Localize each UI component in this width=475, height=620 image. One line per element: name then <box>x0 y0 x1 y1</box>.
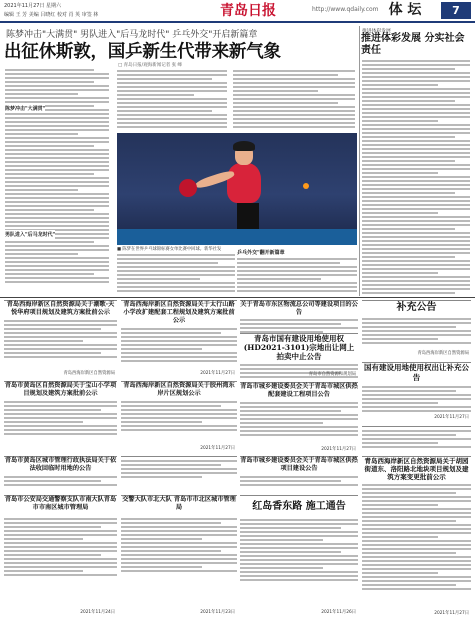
notice-7-title: 青岛市城乡建设委员会关于青岛市城区供热配套建设工程项目公告 <box>240 383 358 398</box>
dateline: 2021年11月27日 星期六 <box>4 3 62 9</box>
notice-4-text <box>362 318 471 344</box>
notice-7[interactable] <box>240 382 358 454</box>
notice-1[interactable] <box>4 300 117 378</box>
side-story-text <box>362 60 470 296</box>
notice-9b-title: 青岛市城乡建设委员会关于青岛市城区供热项目建设公告 <box>240 457 358 472</box>
notice-9b[interactable] <box>240 456 358 492</box>
website-url[interactable]: http://www.qdaily.com <box>312 6 379 13</box>
player-jersey <box>227 163 261 203</box>
story-byline: □ 青岛日报/观海新闻记者 张 峰 <box>118 63 183 68</box>
notice-12-text <box>4 518 117 576</box>
notice-13[interactable] <box>121 495 237 617</box>
notice-2-text <box>121 328 237 362</box>
notice-5[interactable] <box>362 362 471 422</box>
notice-8[interactable] <box>4 381 117 453</box>
notice-15-signature: 2021年11月27日 <box>434 611 469 616</box>
notice-12-top[interactable] <box>121 456 237 492</box>
notice-13-text <box>121 518 237 572</box>
notice-1-signature: 青岛西海岸新区自然资源局 <box>63 371 115 376</box>
notice-14[interactable] <box>240 495 358 617</box>
notice-6-signature: 青岛市自然资源和规划局 <box>308 372 356 377</box>
notice-15[interactable] <box>362 456 471 618</box>
notice-5-title: 国有建设用地使用权出让补充公告 <box>364 363 469 382</box>
notice-10-text <box>121 401 237 431</box>
notice-12[interactable] <box>4 495 117 617</box>
header-rule <box>0 21 475 23</box>
notice-3[interactable] <box>240 300 358 330</box>
notice-4-signature: 青岛西海岸新区自然资源局 <box>417 351 469 356</box>
notice-10-signature: 2021年11月27日 <box>200 446 235 451</box>
table-tennis-photo[interactable] <box>117 133 357 245</box>
notice-7-signature: 2021年11月27日 <box>321 447 356 452</box>
notice-4[interactable] <box>362 300 471 358</box>
side-kicker: 推进体彩发展 <box>362 29 391 34</box>
notice-12-top-text <box>121 460 237 478</box>
player-hair <box>233 141 255 151</box>
notice-2[interactable] <box>121 300 237 378</box>
page-number: 7 <box>441 2 471 19</box>
notice-3-text <box>240 319 358 333</box>
notice-13-title: 交警大队市北大队 青岛市市北区城市管理局 <box>122 496 236 511</box>
notice-6[interactable] <box>240 333 358 379</box>
side-headline[interactable]: 推进体彩发展 分实社会责任 <box>361 33 465 56</box>
story-headline[interactable]: 出征休斯敦，国乒新生代带来新气象 <box>4 42 281 62</box>
section-title: 体 坛 <box>388 2 422 18</box>
notice-1-title: 青岛西海岸新区自然资源局关于潮歌·天悦华府项目规划及建筑方案批前公示 <box>6 301 115 316</box>
notice-8-title: 青岛市黄岛区自然资源局关于宝山小学项目规划及建筑方案批前公示 <box>4 382 117 397</box>
notice-3-title: 关于青岛市东区物流总公司等建设项目的公告 <box>240 301 358 316</box>
table-surface <box>117 229 357 245</box>
notice-14-signature: 2021年11月26日 <box>321 610 356 615</box>
notice-15-text <box>362 484 471 590</box>
notice-12-title: 青岛市公安局交通警察支队市南大队青岛市市南区城市管理局 <box>4 496 117 511</box>
paddle <box>179 179 197 197</box>
notice-12-signature: 2021年11月24日 <box>80 610 115 615</box>
notices-divider <box>0 297 475 298</box>
notice-5-signature: 2021年11月27日 <box>434 415 469 420</box>
photo-caption: ■ 陈梦在世界乒乓球锦标赛女单比赛中回球。新华社发 <box>117 247 222 252</box>
story-column-1 <box>5 69 109 293</box>
notice-13-signature: 2021年11月23日 <box>200 610 235 615</box>
ball <box>303 183 309 189</box>
story-column-3 <box>233 70 355 130</box>
story-kicker: 陈梦冲击"大满贯" 男队进入"后马龙时代" 乒乓外交"开启新篇章 <box>6 30 258 40</box>
notice-2-signature: 2021年11月27日 <box>200 371 235 376</box>
notice-11[interactable] <box>4 456 117 492</box>
editor-credits: 编辑 王 芳 美编 吕晓红 校对 肖 英 审签 林 <box>4 12 99 18</box>
notice-14-title: 红岛香东路 施工通告 <box>252 501 346 512</box>
notice-9b-text <box>240 476 358 486</box>
subhead-chen-meng: 陈梦冲击"大满贯" <box>5 106 46 112</box>
newspaper-logo: 青岛日报 <box>220 3 276 19</box>
notice-6-title: 青岛市国有建设用地使用权(HD2021-3101)宗地出让网上拍卖中止公告 <box>243 334 355 361</box>
notice-10-title: 青岛西海岸新区自然资源局关于胶州湾东岸片区规划公示 <box>123 382 235 397</box>
notice-9-text <box>362 430 471 448</box>
story-column-2b <box>117 254 235 294</box>
notice-4-title: 补充公告 <box>396 302 437 313</box>
notice-15-title: 青岛西海岸新区自然资源局关于胡园街道东、洛阳路北地块项目规划及建筑方案变更批前公示 <box>364 457 469 481</box>
notice-8-text <box>4 401 117 435</box>
notice-11-text <box>4 476 117 486</box>
story-column-2 <box>117 70 227 130</box>
notice-1-text <box>4 320 117 358</box>
story-column-3b <box>237 258 357 294</box>
notice-11-title: 青岛市黄岛区城市管理行政执法局关于依法收回临时用地的公告 <box>4 457 117 472</box>
notice-9[interactable] <box>362 426 471 454</box>
player-shorts <box>237 203 259 229</box>
column-divider <box>359 26 360 296</box>
subhead-diplomacy: 乒乓外交"翻开新篇章 <box>237 250 285 256</box>
notice-7-text <box>240 402 358 436</box>
notice-2-title: 青岛西海岸新区自然资源局关于太行山路小学改扩建配套工程规划及建筑方案批前公示 <box>123 301 235 324</box>
subhead-men-team: 男队进入"后马龙时代" <box>5 232 56 238</box>
notice-5-text <box>362 386 471 412</box>
notice-10[interactable] <box>121 381 237 453</box>
notice-14-text <box>240 519 358 581</box>
